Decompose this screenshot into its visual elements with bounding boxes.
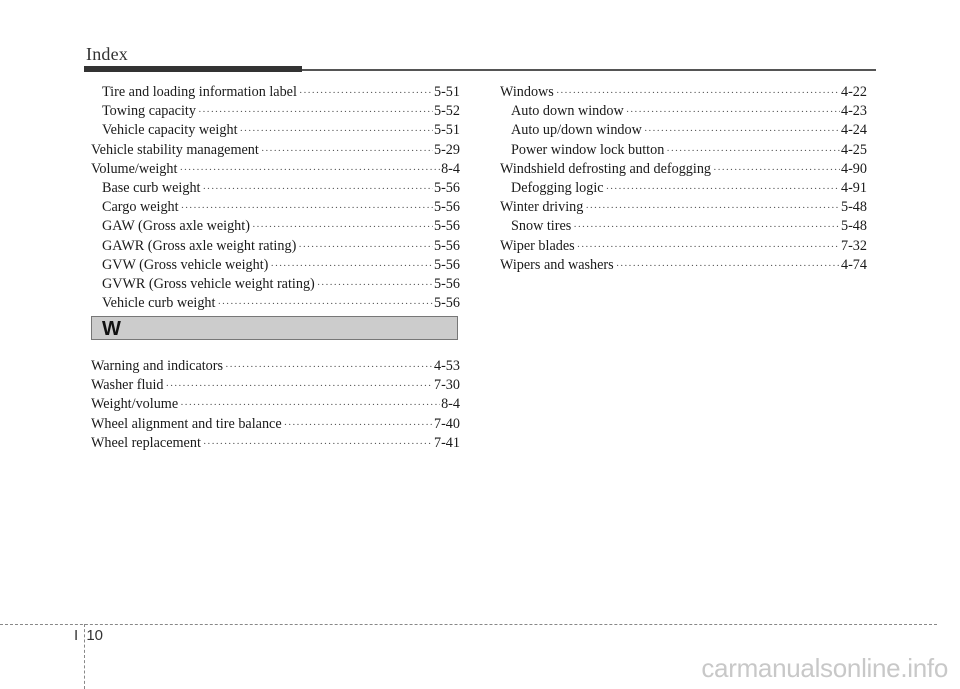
index-entry: [91, 294, 460, 313]
watermark-text: carmanualsonline.info: [701, 653, 948, 683]
section-letter: W: [102, 318, 121, 340]
index-page-ref: 5-52: [433, 103, 460, 120]
dot-leader: [585, 203, 840, 214]
index-term: Power window lock button: [511, 141, 665, 158]
index-entry: [91, 256, 460, 275]
index-page-ref: 7-41: [433, 434, 460, 451]
index-term: GVWR (Gross vehicle weight rating): [102, 276, 315, 293]
dot-leader: [626, 107, 840, 118]
index-term: Wheel alignment and tire balance: [91, 415, 282, 432]
index-page-ref: 7-40: [433, 415, 460, 432]
index-entry: [91, 102, 460, 121]
index-page-ref: 5-56: [433, 237, 460, 254]
dot-leader: [225, 362, 433, 373]
index-term: Cargo weight: [102, 199, 179, 216]
index-entry: [500, 217, 867, 236]
dot-leader: [261, 146, 433, 157]
index-page-ref: 5-56: [433, 256, 460, 273]
index-column-w-entries: [91, 357, 460, 453]
header-rule-thin: [302, 69, 876, 71]
index-term: Winter driving: [500, 199, 584, 216]
index-term: GVW (Gross vehicle weight): [102, 256, 269, 273]
index-entry: [91, 198, 460, 217]
dot-leader: [179, 165, 440, 176]
dot-leader: [573, 222, 840, 233]
index-page-ref: 4-22: [840, 84, 867, 100]
index-term: Vehicle stability management: [91, 141, 259, 158]
index-term: Wheel replacement: [91, 434, 201, 451]
index-term: Wiper blades: [500, 237, 575, 254]
index-entry: [91, 121, 460, 140]
dot-leader: [180, 400, 440, 411]
index-entry: [500, 198, 867, 217]
index-term: Auto up/down window: [511, 122, 642, 139]
index-entry: [500, 141, 867, 160]
index-term: Defogging logic: [511, 180, 604, 197]
index-entry: [91, 434, 460, 453]
index-term: Auto down window: [511, 103, 624, 120]
index-term: Towing capacity: [102, 103, 196, 120]
dot-leader: [644, 126, 840, 137]
index-entry: [91, 141, 460, 160]
index-term: Vehicle curb weight: [102, 295, 216, 312]
footer-divider: [0, 624, 937, 625]
dot-leader: [606, 184, 840, 195]
dot-leader: [166, 381, 433, 392]
index-page-ref: 5-56: [433, 295, 460, 312]
index-page-ref: 4-91: [840, 180, 867, 197]
page-number: [74, 627, 103, 644]
index-page-ref: 4-53: [433, 358, 460, 374]
index-term: Warning and indicators: [91, 358, 224, 374]
index-term: Volume/weight: [91, 160, 178, 177]
index-entry: [91, 237, 460, 256]
dot-leader: [556, 88, 840, 99]
index-page-ref: 5-56: [433, 199, 460, 216]
header-rule-thick: [84, 66, 302, 72]
index-page-ref: 5-56: [433, 276, 460, 293]
dot-leader: [181, 203, 433, 214]
index-page-ref: 4-74: [840, 256, 867, 273]
index-term: GAW (Gross axle weight): [102, 218, 250, 235]
index-entry: [91, 179, 460, 198]
footer-page-number: 10: [86, 627, 104, 644]
index-entry: [500, 256, 867, 275]
index-page-ref: 5-56: [433, 180, 460, 197]
index-term: Tire and loading information label: [102, 84, 297, 100]
index-page-ref: 5-48: [840, 199, 867, 216]
page-title: Index: [86, 44, 128, 64]
index-entry: [91, 415, 460, 434]
index-entry: [500, 237, 867, 256]
index-term: Snow tires: [511, 218, 572, 235]
index-entry: [500, 83, 867, 102]
index-page-ref: 5-48: [840, 218, 867, 235]
index-term: Washer fluid: [91, 377, 164, 394]
dot-leader: [666, 146, 840, 157]
dot-leader: [713, 165, 840, 176]
index-page-ref: 4-25: [840, 141, 867, 158]
index-page-ref: 7-30: [433, 377, 460, 394]
dot-leader: [203, 439, 433, 450]
index-page-ref: 5-56: [433, 218, 460, 235]
index-entry: [91, 160, 460, 179]
index-page-ref: 4-90: [840, 160, 867, 177]
index-term: Weight/volume: [91, 396, 179, 413]
dot-leader: [203, 184, 433, 195]
index-entry: [500, 160, 867, 179]
index-page-ref: 5-51: [433, 122, 460, 139]
dot-leader: [616, 261, 840, 272]
dot-leader: [299, 88, 433, 99]
index-entry: [91, 395, 460, 414]
index-page-ref: 8-4: [441, 160, 460, 177]
index-page-ref: 7-32: [840, 237, 867, 254]
index-page-ref: 5-51: [433, 84, 460, 100]
dot-leader: [240, 126, 433, 137]
dot-leader: [252, 222, 433, 233]
index-entry: [500, 121, 867, 140]
index-term: Windshield defrosting and defogging: [500, 160, 712, 177]
index-entry: [500, 179, 867, 198]
index-term: Base curb weight: [102, 180, 201, 197]
index-page-ref: 4-23: [840, 103, 867, 120]
index-term: GAWR (Gross axle weight rating): [102, 237, 297, 254]
index-column-left: [91, 83, 460, 313]
index-entry: [91, 357, 460, 376]
dot-leader: [298, 242, 433, 253]
index-term: Windows: [500, 84, 554, 100]
index-entry: [500, 102, 867, 121]
dot-leader: [217, 299, 433, 310]
index-term: Wipers and washers: [500, 256, 614, 273]
index-page-ref: 5-29: [433, 141, 460, 158]
index-term: Vehicle capacity weight: [102, 122, 238, 139]
dot-leader: [284, 420, 433, 431]
index-column-right: [500, 83, 867, 275]
index-entry: [91, 376, 460, 395]
dot-leader: [198, 107, 433, 118]
dot-leader: [317, 280, 433, 291]
index-entry: [91, 83, 460, 102]
dot-leader: [577, 242, 840, 253]
index-entry: [91, 275, 460, 294]
footer-section-letter: I: [74, 627, 79, 644]
index-entry: [91, 217, 460, 236]
index-page-ref: 4-24: [840, 122, 867, 139]
dot-leader: [270, 261, 433, 272]
section-header-w: [91, 316, 458, 340]
index-page-ref: 8-4: [441, 396, 460, 413]
